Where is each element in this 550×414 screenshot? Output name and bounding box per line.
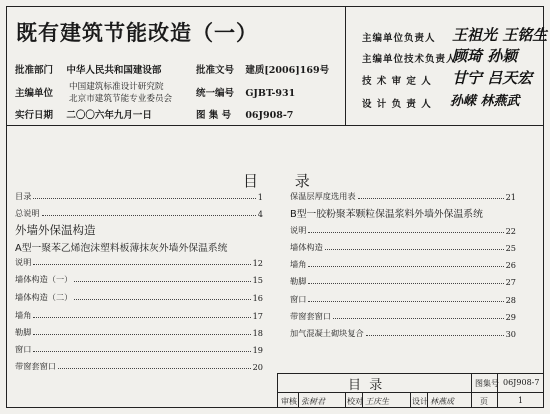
unified-no	[196, 85, 295, 99]
toc-item-page: 4	[257, 209, 263, 219]
toc-item-label: 窗口	[290, 294, 307, 304]
toc-item[interactable]	[290, 275, 516, 287]
title-block-reviewer: 张树君	[301, 397, 325, 406]
toc-heading: 目 录	[243, 172, 326, 190]
approval-dept-value: 中华人民共和国建设部	[66, 65, 162, 76]
toc-item[interactable]	[15, 256, 263, 268]
dot-leader	[33, 334, 250, 335]
toc-item-label: 墙体构造（二）	[15, 292, 73, 302]
unified-no-value: GJBT-931	[245, 88, 296, 99]
dot-leader	[366, 335, 504, 336]
approval-no-value: 建质[2006]169号	[245, 65, 330, 76]
toc-item-label: 墙角	[290, 259, 307, 269]
toc-item[interactable]	[290, 327, 516, 339]
toc-item[interactable]	[15, 326, 263, 338]
title-block-top-line	[277, 373, 544, 374]
signature: 甘宁 吕天宏	[452, 69, 533, 87]
signature-box-divider	[345, 6, 346, 125]
title-block-page-label: 页	[480, 397, 488, 406]
dot-leader	[325, 249, 504, 250]
toc-item-page: 1	[257, 192, 263, 202]
toc-item-label: 目录	[15, 191, 32, 201]
dot-leader	[33, 351, 250, 352]
toc-item[interactable]	[15, 207, 263, 219]
title-block-left-line	[277, 373, 278, 408]
dot-leader	[308, 301, 503, 302]
effective-date-key: 实行日期	[15, 110, 54, 121]
dot-leader	[308, 283, 503, 284]
title-block-divider	[298, 392, 299, 408]
toc-item-label: 墙体构造（一）	[15, 274, 73, 284]
signature: 顾琦 孙颖	[452, 47, 518, 65]
toc-item-label: 勒脚	[290, 276, 307, 286]
atlas-no	[196, 107, 293, 121]
toc-item-page: 21	[505, 192, 516, 202]
toc-item[interactable]	[290, 293, 516, 305]
chief-editor-unit-value2: 北京市建筑节能专业委员会	[69, 94, 173, 104]
toc-item-page: 15	[252, 275, 263, 285]
dot-leader	[74, 281, 250, 282]
approval-dept-key: 批准部门	[15, 65, 54, 76]
toc-item[interactable]	[15, 309, 263, 321]
title-block-designer: 林燕成	[430, 397, 454, 406]
toc-item[interactable]	[290, 224, 516, 236]
toc-item[interactable]	[290, 190, 516, 202]
dot-leader	[308, 232, 503, 233]
toc-item-label: 墙体构造	[290, 242, 323, 252]
toc-item-label: 总说明	[15, 208, 40, 218]
effective-date	[15, 107, 152, 121]
toc-item[interactable]	[290, 241, 516, 253]
title-block-checker: 王庆生	[365, 397, 389, 406]
approval-no	[196, 62, 329, 76]
dot-leader	[33, 264, 250, 265]
toc-item-page: 26	[505, 260, 516, 270]
dot-leader	[74, 299, 250, 300]
signer-role: 主编单位负责人	[362, 33, 436, 44]
toc-item-label: 带窗套窗口	[290, 311, 331, 321]
unified-no-key: 统一编号	[196, 88, 235, 99]
title-block-divider	[410, 392, 411, 408]
toc-item-page: 27	[505, 277, 516, 287]
toc-item-page: 17	[252, 311, 263, 321]
signature: 王祖光 王铭生	[452, 26, 548, 44]
toc-section-heading: 外墙外保温构造	[15, 223, 96, 237]
title-block-design-label: 设计	[412, 397, 428, 406]
title-block-atlas-no: 06J908-7	[503, 378, 540, 387]
toc-item-page: 22	[505, 226, 516, 236]
title-block-divider	[345, 392, 346, 408]
dot-leader	[58, 368, 251, 369]
title-block-divider	[471, 373, 472, 408]
dot-leader	[33, 198, 255, 199]
signature: 孙嵘 林燕武	[450, 94, 520, 109]
toc-item-label: 保温层厚度选用表	[290, 191, 356, 201]
toc-item[interactable]	[15, 190, 263, 202]
title-block-name: 目 录	[348, 378, 383, 393]
approval-dept	[15, 62, 161, 76]
dot-leader	[358, 198, 504, 199]
toc-item-page: 20	[252, 362, 263, 372]
atlas-no-value: 06J908-7	[245, 110, 294, 121]
toc-item-label: 勒脚	[15, 327, 32, 337]
title-block-review-label: 审核	[281, 397, 297, 406]
toc-item[interactable]	[15, 273, 263, 285]
toc-item-page: 18	[252, 328, 263, 338]
toc-item-label: 加气混凝土砌块复合	[290, 328, 364, 338]
toc-item[interactable]	[15, 343, 263, 355]
toc-item-page: 19	[252, 345, 263, 355]
title-block-check-label: 校对	[347, 397, 363, 406]
toc-item-label: 带窗套窗口	[15, 361, 56, 371]
dot-leader	[42, 215, 256, 216]
dot-leader	[308, 266, 503, 267]
toc-subsection-heading: B型一胶粉聚苯颗粒保温浆料外墙外保温系统	[290, 209, 483, 220]
toc-item-page: 29	[505, 312, 516, 322]
header-bottom-line	[6, 125, 544, 126]
approval-no-key: 批准文号	[196, 65, 235, 76]
toc-item-label: 说明	[290, 225, 307, 235]
signer-role: 技 术 审 定 人	[362, 76, 432, 87]
toc-item-label: 墙角	[15, 310, 32, 320]
chief-editor-unit-key: 主编单位	[15, 88, 54, 99]
toc-subsection-heading: A型一聚苯乙烯泡沫塑料板薄抹灰外墙外保温系统	[15, 243, 228, 254]
effective-date-value: 二〇〇六年九月一日	[66, 110, 152, 121]
toc-item[interactable]	[15, 360, 263, 372]
title-block-atlas-label: 图集号	[475, 379, 499, 388]
chief-editor-unit-value: 中国建筑标准设计研究院	[69, 82, 164, 92]
page-title: 既有建筑节能改造（一）	[16, 21, 258, 45]
toc-item-page: 12	[252, 258, 263, 268]
toc-item[interactable]	[290, 310, 516, 322]
signer-role: 设 计 负 责 人	[362, 99, 432, 110]
title-block-page-no: 1	[518, 396, 524, 405]
toc-item-label: 说明	[15, 257, 32, 267]
toc-item-page: 30	[505, 329, 516, 339]
toc-item[interactable]	[290, 258, 516, 270]
signer-role: 主编单位技术负责人	[362, 54, 457, 65]
toc-item[interactable]	[15, 291, 263, 303]
dot-leader	[333, 318, 504, 319]
toc-item-page: 28	[505, 295, 516, 305]
toc-item-page: 16	[252, 293, 263, 303]
dot-leader	[33, 317, 250, 318]
atlas-no-key: 图 集 号	[196, 110, 232, 121]
toc-item-label: 窗口	[15, 344, 32, 354]
toc-item-page: 25	[505, 243, 516, 253]
